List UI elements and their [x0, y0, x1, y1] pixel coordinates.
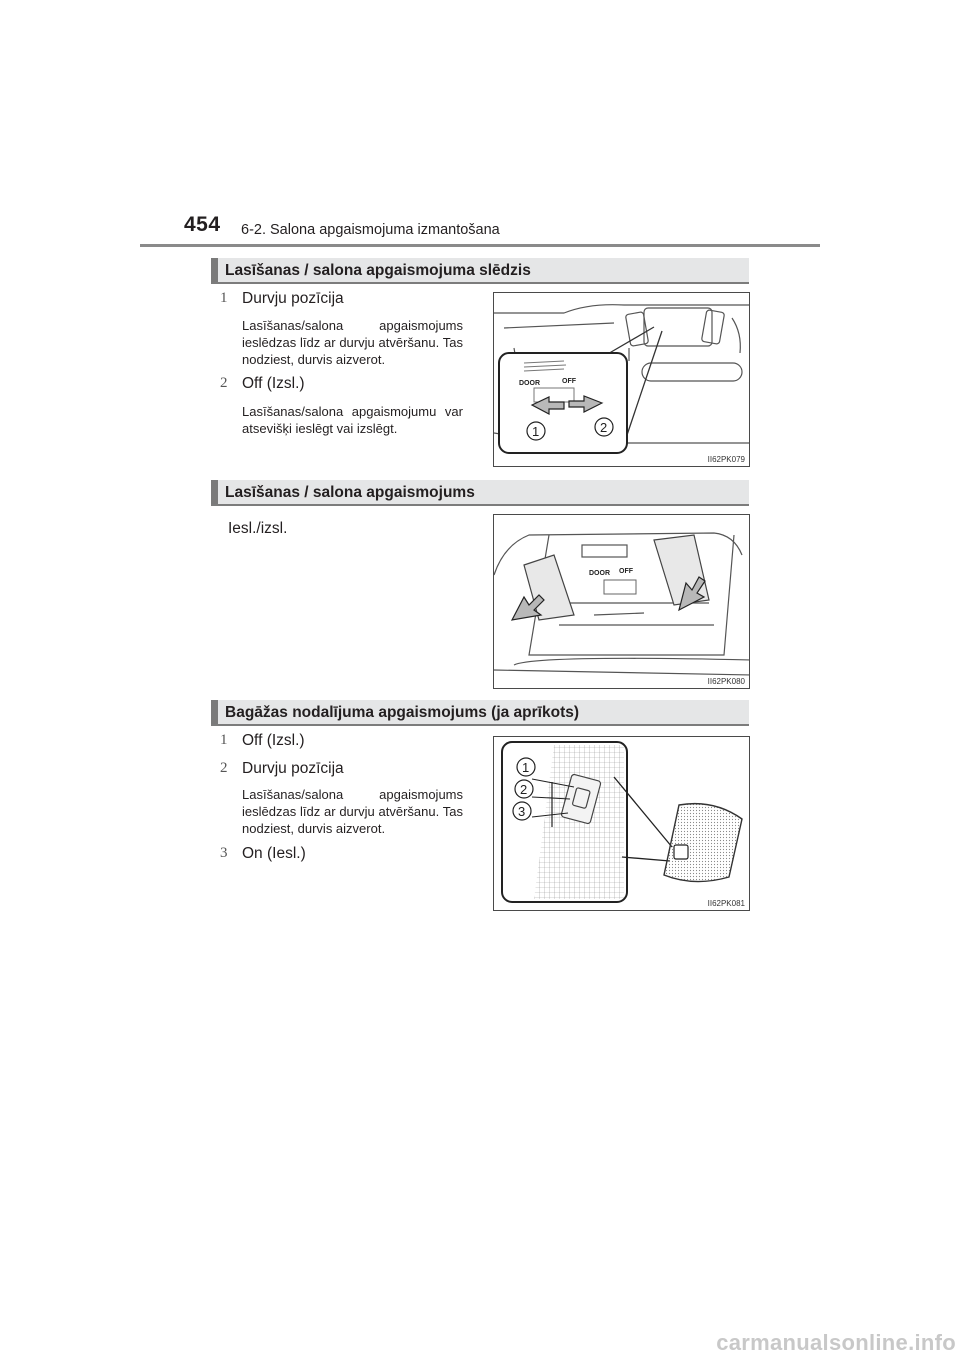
chapter-title: 6-2. Salona apgaismojuma izmantošana [241, 222, 500, 238]
item-number: 1 [220, 290, 228, 306]
callout-3: 3 [518, 804, 526, 819]
item-number: 3 [220, 845, 228, 861]
header-divider [140, 244, 820, 247]
switch-label-off: OFF [562, 378, 576, 385]
item-title: Off (Izsl.) [242, 732, 305, 749]
figure-code: II62PK079 [707, 455, 745, 464]
figure-code: II62PK081 [707, 899, 745, 908]
watermark: carmanualsonline.info [716, 1330, 956, 1355]
overhead-console-illustration [494, 293, 750, 467]
heading-bar [211, 480, 218, 504]
item-title: Durvju pozīcija [242, 290, 344, 307]
section-heading-label: Lasīšanas / salona apgaismojums [225, 484, 475, 501]
callout-1: 1 [532, 424, 540, 439]
reading-lights-illustration [494, 515, 750, 689]
heading-bar [211, 700, 218, 724]
section-heading-label: Lasīšanas / salona apgaismojuma slēdzis [225, 262, 531, 279]
item-title: Durvju pozīcija [242, 760, 344, 777]
figure-code: II62PK080 [707, 677, 745, 686]
item-description: Lasīšanas/salona apgaismojumu var atsevišķi ieslēgt vai izslēgt. [242, 404, 463, 436]
figure-overhead-switch [493, 292, 750, 467]
switch-label-door: DOOR [519, 380, 540, 387]
heading-bar [211, 258, 218, 282]
item-number: 2 [220, 375, 228, 391]
figure-trunk-light [493, 736, 750, 911]
section-heading-reading-switch [211, 258, 749, 284]
item-description: Lasīšanas/salona apgaismojums ieslēdzas līdz ar durvju atvēršanu. Tas nodziest, durvis aizverot. [242, 787, 463, 836]
trunk-light-illustration [494, 737, 750, 911]
item-number: 1 [220, 732, 228, 748]
switch-label-off: OFF [619, 568, 633, 575]
item-description: Lasīšanas/salona apgaismojums ieslēdzas līdz ar durvju atvēršanu. Tas nodziest, durvis aizverot. [242, 318, 463, 367]
section-heading-trunk-light [211, 700, 749, 726]
item-number: 2 [220, 760, 228, 776]
switch-label-door: DOOR [589, 570, 610, 577]
callout-2: 2 [520, 782, 528, 797]
item-title: Off (Izsl.) [242, 375, 305, 392]
item-title: On (Iesl.) [242, 845, 306, 862]
callout-2: 2 [600, 420, 608, 435]
page-number: 454 [184, 213, 221, 236]
figure-reading-lights [493, 514, 750, 689]
section-heading-label: Bagāžas nodalījuma apgaismojums (ja aprīkots) [225, 704, 580, 721]
section-heading-reading-light [211, 480, 749, 506]
callout-1: 1 [522, 760, 530, 775]
on-off-text: Iesl./izsl. [228, 520, 288, 537]
